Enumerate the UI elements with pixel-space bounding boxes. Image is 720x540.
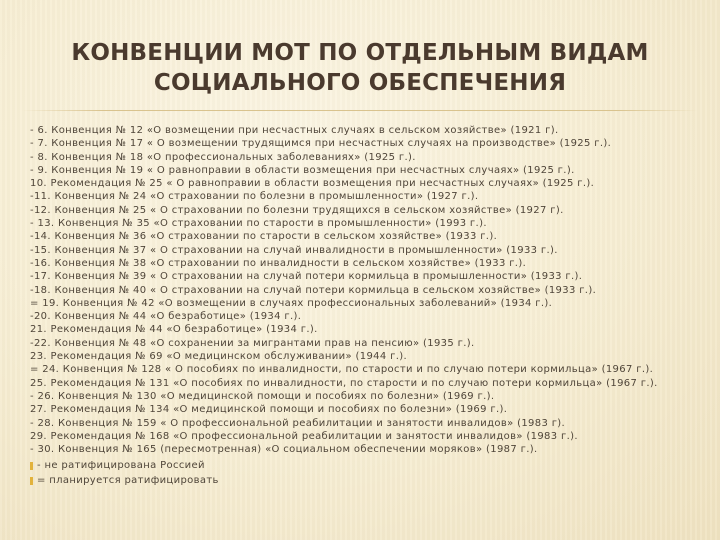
legend-label: - не ратифицирована Россией: [37, 460, 205, 471]
list-item: = 24. Конвенция № 128 « О пособиях по инвалидности, по старости и по случаю потери кормильца» (1967 г.).: [30, 364, 654, 376]
list-item: -18. Конвенция № 40 « О страховании на случай потери кормильца в сельском хозяйстве» (1933 г.).: [30, 284, 597, 296]
list-item: -12. Конвенция № 25 « О страховании по болезни трудящихся в сельском хозяйстве» (1927 г).: [30, 204, 564, 216]
conventions-list: [30, 124, 710, 456]
list-item: 29. Рекомендация № 168 «О профессиональной реабилитации и занятости инвалидов» (1983 г.).: [30, 430, 578, 442]
list-item: 21. Рекомендация № 44 «О безработице» (1934 г.).: [30, 324, 318, 336]
list-item: 10. Рекомендация № 25 « О равноправии в области возмещения при несчастных случаях» (1925 г.).: [30, 178, 595, 190]
list-item: -15. Конвенция № 37 « О страховании на случай инвалидности в промышленности» (1933 г.).: [30, 244, 558, 256]
list-item: -17. Конвенция № 39 « О страховании на случай потери кормильца в промышленности» (1933 г.).: [30, 271, 583, 283]
title-line-1: КОНВЕНЦИИ МОТ ПО ОТДЕЛЬНЫМ ВИДАМ: [71, 40, 649, 66]
list-item: - 8. Конвенция № 18 «О профессиональных заболеваниях» (1925 г.).: [30, 151, 416, 163]
list-item: 27. Рекомендация № 134 «О медицинской помощи и пособиях по болезни» (1969 г.).: [30, 404, 508, 416]
list-item: = 19. Конвенция № 42 «О возмещении в случаях профессиональных заболеваний» (1934 г.).: [30, 297, 553, 309]
list-item: -20. Конвенция № 44 «О безработице» (1934 г.).: [30, 311, 302, 323]
legend-label: = планируется ратифицировать: [37, 475, 219, 486]
list-item: -16. Конвенция № 38 «О страховании по инвалидности в сельском хозяйстве» (1933 г.).: [30, 257, 527, 269]
list-item: - 7. Конвенция № 17 « О возмещении трудящимся при несчастных случаях на производстве» (1925 г.).: [30, 138, 612, 150]
list-item: - 28. Конвенция № 159 « О профессиональной реабилитации и занятости инвалидов» (1983 г).: [30, 417, 566, 429]
list-item: 25. Рекомендация № 131 «О пособиях по инвалидности, по старости и по случаю потери кормильца» (1967 г.).: [30, 377, 658, 389]
list-item: - 26. Конвенция № 130 «О медицинской помощи и пособиях по болезни» (1969 г.).: [30, 390, 495, 402]
list-item: -11. Конвенция № 24 «О страховании по болезни в промышленности» (1927 г.).: [30, 191, 479, 203]
list-item: - 9. Конвенция № 19 « О равноправии в области возмещения при несчастных случаях» (1925 г.).: [30, 164, 575, 176]
list-item: 23. Рекомендация № 69 «О медицинском обслуживании» (1944 г.).: [30, 351, 408, 363]
legend-item-planned: [30, 473, 590, 488]
bullet-icon: [30, 477, 33, 485]
slide-title: [40, 38, 680, 98]
legend-item-not-ratified: [30, 458, 590, 473]
legend: [30, 458, 590, 488]
title-line-2: СОЦИАЛЬНОГО ОБЕСПЕЧЕНИЯ: [153, 70, 567, 96]
title-divider: [22, 110, 698, 111]
list-item: - 30. Конвенция № 165 (пересмотренная) «О социальном обеспечении моряков» (1987 г.).: [30, 444, 538, 456]
list-item: -14. Конвенция № 36 «О страховании по старости в сельском хозяйстве» (1933 г.).: [30, 231, 498, 243]
list-item: - 6. Конвенция № 12 «О возмещении при несчастных случаях в сельском хозяйстве» (1921 г).: [30, 125, 559, 136]
list-item: - 13. Конвенция № 35 «О страховании по старости в промышленности» (1993 г.).: [30, 218, 487, 230]
bullet-icon: [30, 462, 33, 470]
list-item: -22. Конвенция № 48 «О сохранении за мигрантами прав на пенсию» (1935 г.).: [30, 337, 475, 349]
